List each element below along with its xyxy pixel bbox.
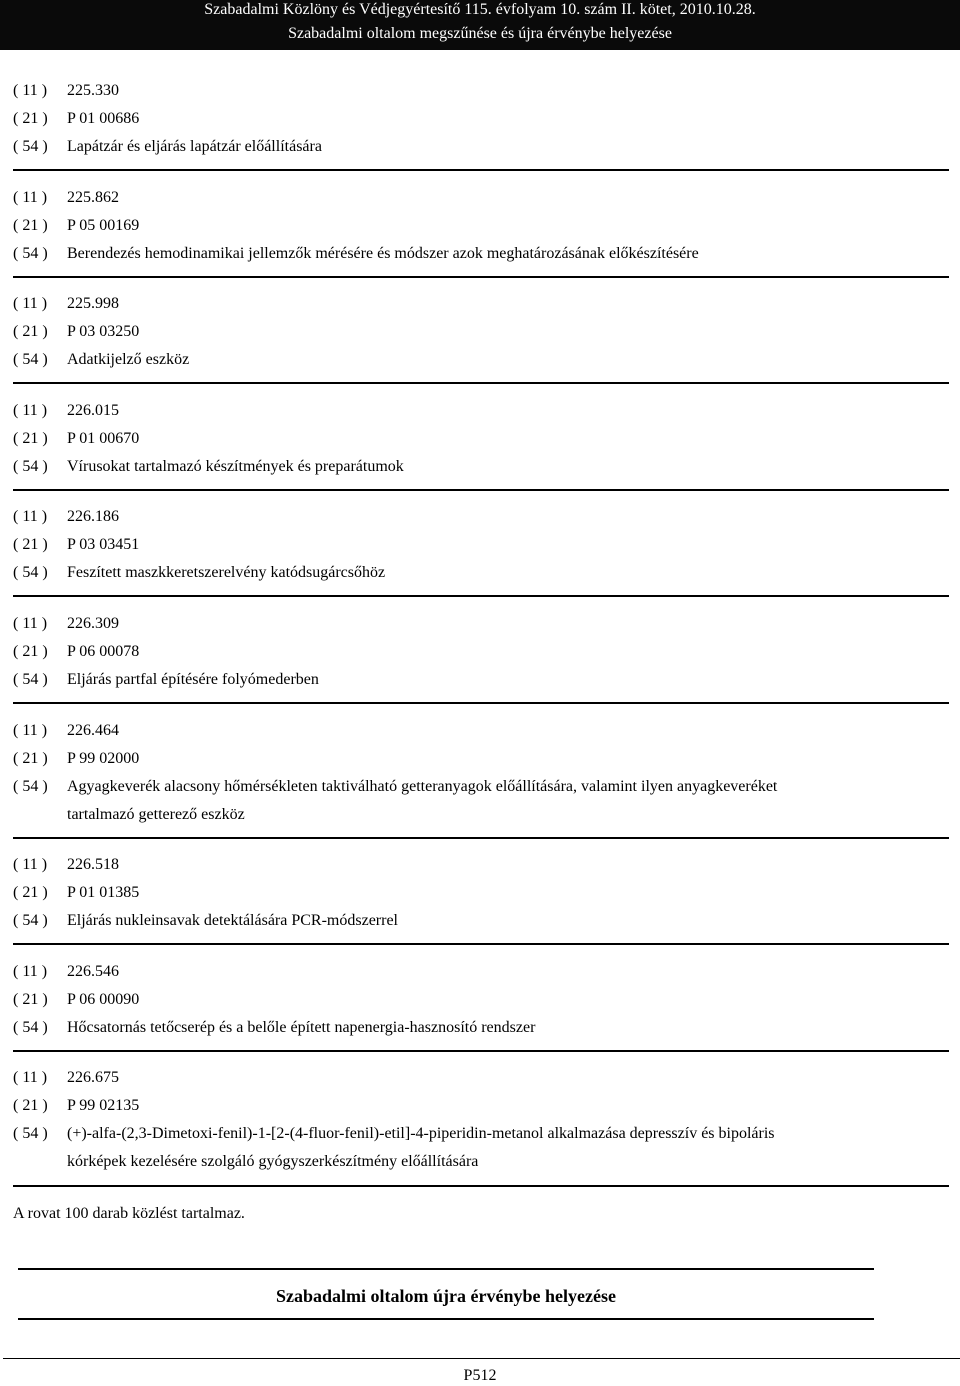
patent-title: Hőcsatornás tetőcserép és a belőle épített napenergia-hasznosító rendszer [67,1019,536,1036]
patent-record [13,1064,949,1176]
record-divider [13,489,949,491]
code-54-label: ( 54 ) [13,1125,48,1142]
patent-record [13,958,949,1042]
record-divider [13,382,949,384]
code-11-label: ( 11 ) [13,82,48,99]
application-number: P 01 01385 [67,884,140,901]
code-11-label: ( 11 ) [13,508,48,525]
code-11-label: ( 11 ) [13,856,48,873]
code-11-label: ( 11 ) [13,402,48,419]
application-number: P 01 00686 [67,110,140,127]
section-rule-top [18,1268,874,1270]
patent-record [13,290,949,374]
patent-number: 226.186 [67,508,119,525]
code-11-label: ( 11 ) [13,189,48,206]
record-divider [13,702,949,704]
patent-title: Adatkijelző eszköz [67,351,190,368]
patent-record [13,717,949,829]
application-number: P 99 02000 [67,750,140,767]
code-11-label: ( 11 ) [13,295,48,312]
patent-number: 226.309 [67,615,119,632]
code-21-label: ( 21 ) [13,750,48,767]
code-11-label: ( 11 ) [13,722,48,739]
code-11-label: ( 11 ) [13,963,48,980]
code-11-label: ( 11 ) [13,615,48,632]
section-rule-bottom [18,1318,874,1320]
patent-number: 225.998 [67,295,119,312]
page-bottom-rule [3,1358,960,1359]
section-count-note: A rovat 100 darab közlést tartalmaz. [13,1205,245,1222]
patent-title: Eljárás partfal építésére folyómederben [67,671,319,688]
patent-record [13,851,949,935]
patent-title: Eljárás nukleinsavak detektálására PCR-módszerrel [67,912,398,929]
patent-record [13,397,949,481]
application-number: P 05 00169 [67,217,140,234]
patent-title-continued: tartalmazó getterező eszköz [67,806,245,823]
patent-number: 226.546 [67,963,119,980]
record-divider [13,595,949,597]
patent-record [13,610,949,694]
code-54-label: ( 54 ) [13,458,48,475]
code-21-label: ( 21 ) [13,217,48,234]
code-21-label: ( 21 ) [13,110,48,127]
code-54-label: ( 54 ) [13,351,48,368]
code-54-label: ( 54 ) [13,245,48,262]
code-21-label: ( 21 ) [13,643,48,660]
patent-number: 226.675 [67,1069,119,1086]
record-divider [13,837,949,839]
patent-title-continued: kórképek kezelésére szolgáló gyógyszerkészítmény előállítására [67,1153,479,1170]
patent-title: Vírusokat tartalmazó készítmények és preparátumok [67,458,404,475]
patent-title: Feszített maszkkeretszerelvény katódsugárcsőhöz [67,564,386,581]
application-number: P 03 03451 [67,536,140,553]
application-number: P 03 03250 [67,323,140,340]
patent-title: Agyagkeverék alacsony hőmérsékleten taktiválható getteranyagok előállítására, valamint ilyen anyagkeveréket [67,778,778,795]
code-21-label: ( 21 ) [13,430,48,447]
code-54-label: ( 54 ) [13,778,48,795]
page-number: P512 [463,1367,497,1384]
patent-number: 226.015 [67,402,119,419]
code-54-label: ( 54 ) [13,1019,48,1036]
application-number: P 01 00670 [67,430,140,447]
code-54-label: ( 54 ) [13,671,48,688]
record-divider [13,169,949,171]
application-number: P 06 00078 [67,643,140,660]
patent-number: 226.518 [67,856,119,873]
patent-number: 225.330 [67,82,119,99]
patent-title: (+)-alfa-(2,3-Dimetoxi-fenil)-1-[2-(4-fluor-fenil)-etil]-4-piperidin-metanol alkalmazása depresszív és bipoláris [67,1125,775,1142]
application-number: P 06 00090 [67,991,140,1008]
patent-title: Lapátzár és eljárás lapátzár előállítására [67,138,322,155]
record-divider [13,276,949,278]
code-21-label: ( 21 ) [13,1097,48,1114]
patent-number: 225.862 [67,189,119,206]
code-54-label: ( 54 ) [13,138,48,155]
code-21-label: ( 21 ) [13,323,48,340]
patent-record [13,503,949,587]
section-title: Szabadalmi oltalom újra érvénybe helyezése [276,1286,616,1306]
code-54-label: ( 54 ) [13,564,48,581]
code-11-label: ( 11 ) [13,1069,48,1086]
record-divider [13,943,949,945]
patent-record [13,184,949,268]
code-54-label: ( 54 ) [13,912,48,929]
application-number: P 99 02135 [67,1097,140,1114]
patent-number: 226.464 [67,722,119,739]
journal-title: Szabadalmi Közlöny és Védjegyértesítő 115. évfolyam 10. szám II. kötet, 2010.10.28. [204,1,756,18]
code-21-label: ( 21 ) [13,991,48,1008]
patent-record [13,77,949,161]
section-heading: Szabadalmi oltalom megszűnése és újra érvénybe helyezése [288,25,672,42]
code-21-label: ( 21 ) [13,884,48,901]
record-divider [13,1050,949,1052]
patent-title: Berendezés hemodinamikai jellemzők mérésére és módszer azok meghatározásának előkészítésére [67,245,699,262]
page-header [0,0,960,50]
record-divider [13,1185,949,1187]
code-21-label: ( 21 ) [13,536,48,553]
